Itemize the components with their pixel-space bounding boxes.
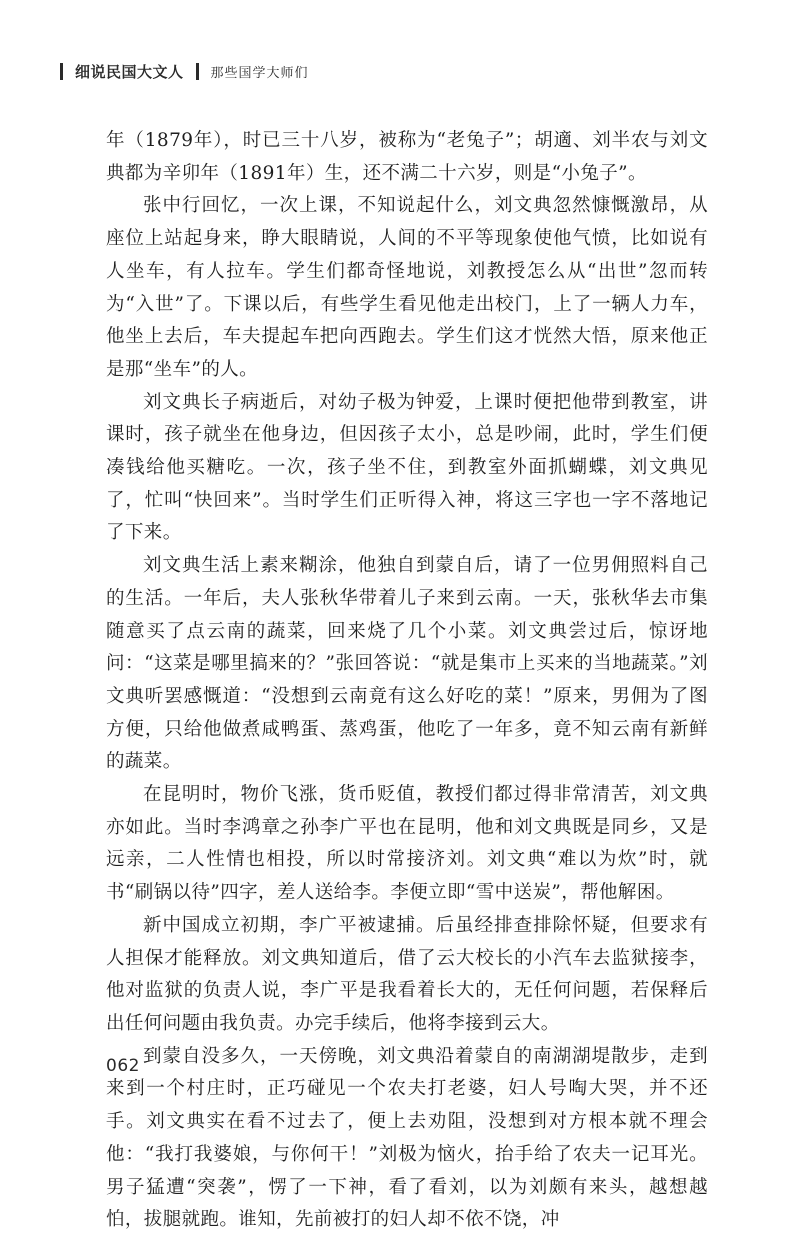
running-header <box>60 58 309 84</box>
paragraph: 在昆明时，物价飞涨，货币贬值，教授们都过得非常清苦，刘文典亦如此。当时李鸿章之孙李广平也在昆明，他和刘文典既是同乡，又是远亲，二人性情也相投，所以时常接济刘。刘文典“难以为炊”时，就书“刷锅以待”四字，差人送给李。李便立即“雪中送炭”，帮他解困。 <box>106 784 708 904</box>
paragraph: 到蒙自没多久，一天傍晚，刘文典沿着蒙自的南湖湖堤散步，走到来到一个村庄时，正巧碰见一个农夫打老婆，妇人号啕大哭，并不还手。刘文典实在看不过去了，便上去劝阻，没想到对方根本就不理会他：“我打我婆娘，与你何干！”刘极为恼火，抬手给了农夫一记耳光。男子猛遭“突袭”，愣了一下神，看了看刘，以为刘颇有来头，越想越怕，拔腿就跑。谁知，先前被打的妇人却不依不饶，冲 <box>106 1045 708 1231</box>
header-divider <box>60 63 63 80</box>
body-text <box>106 125 708 1237</box>
chapter-title: 那些国学大师们 <box>210 65 309 81</box>
header-divider <box>196 63 199 80</box>
page-number: 062 <box>106 1056 140 1076</box>
paragraph: 年（1879年），时已三十八岁，被称为“老兔子”；胡適、刘半农与刘文典都为辛卯年（1891年）生，还不满二十六岁，则是“小兔子”。 <box>106 130 708 184</box>
paragraph: 刘文典长子病逝后，对幼子极为钟爱，上课时便把他带到教室，讲课时，孩子就坐在他身边，但因孩子太小，总是吵闹，此时，学生们便凑钱给他买糖吃。一次，孩子坐不住，到教室外面抓蝴蝶，刘文典见了，忙叫“快回来”。当时学生们正听得入神，将这三字也一字不落地记了下来。 <box>106 391 708 544</box>
paragraph: 新中国成立初期，李广平被逮捕。后虽经排查排除怀疑，但要求有人担保才能释放。刘文典知道后，借了云大校长的小汽车去监狱接李，他对监狱的负责人说，李广平是我看着长大的，无任何问题，若保释后出任何问题由我负责。办完手续后，他将李接到云大。 <box>106 914 708 1034</box>
paragraph: 刘文典生活上素来糊涂，他独自到蒙自后，请了一位男佣照料自己的生活。一年后，夫人张秋华带着儿子来到云南。一天，张秋华去市集随意买了点云南的蔬菜，回来烧了几个小菜。刘文典尝过后，惊讶地问：“这菜是哪里搞来的？”张回答说：“就是集市上买来的当地蔬菜。”刘文典听罢感慨道：“没想到云南竟有这么好吃的菜！”原来，男佣为了图方便，只给他做煮咸鸭蛋、蒸鸡蛋，他吃了一年多，竟不知云南有新鲜的蔬菜。 <box>106 555 708 773</box>
paragraph: 张中行回忆，一次上课，不知说起什么，刘文典忽然慷慨激昂，从座位上站起身来，睁大眼睛说，人间的不平等现象使他气愤，比如说有人坐车，有人拉车。学生们都奇怪地说，刘教授怎么从“出世”忽而转为“入世”了。下课以后，有些学生看见他走出校门，上了一辆人力车，他坐上去后，车夫提起车把向西跑去。学生们这才恍然大悟，原来他正是那“坐车”的人。 <box>106 195 708 380</box>
book-title: 细说民国大文人 <box>75 62 184 81</box>
